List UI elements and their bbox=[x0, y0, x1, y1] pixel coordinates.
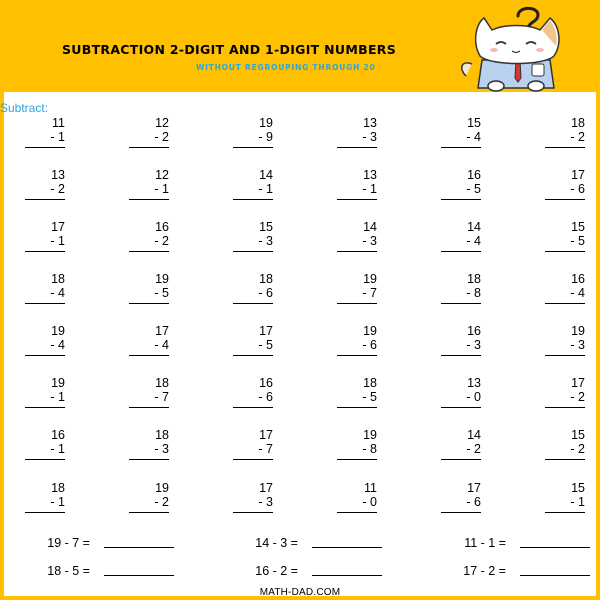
subtrahend: - 1 bbox=[362, 182, 377, 196]
inline-subtraction-problem bbox=[436, 563, 590, 579]
subtrahend: - 3 bbox=[570, 338, 585, 352]
subtrahend: - 6 bbox=[466, 495, 481, 509]
worksheet-subtitle: WITHOUT REGROUPING THROUGH 20 bbox=[196, 63, 376, 72]
minuend: 13 bbox=[363, 116, 377, 130]
answer-blank[interactable] bbox=[104, 575, 174, 576]
subtrahend: - 3 bbox=[258, 495, 273, 509]
subtrahend: - 4 bbox=[50, 286, 65, 300]
problem-expression: 18 - 5 = bbox=[47, 564, 90, 578]
problem-expression: 11 - 1 = bbox=[464, 536, 506, 550]
minuend: 19 bbox=[259, 116, 273, 130]
answer-blank[interactable] bbox=[312, 575, 382, 576]
minuend: 15 bbox=[571, 481, 585, 495]
subtrahend: - 2 bbox=[570, 390, 585, 404]
minuend: 17 bbox=[571, 376, 585, 390]
minuend: 18 bbox=[571, 116, 585, 130]
subtrahend: - 2 bbox=[154, 234, 169, 248]
minuend: 19 bbox=[51, 376, 65, 390]
minuend: 17 bbox=[259, 428, 273, 442]
subtrahend: - 6 bbox=[258, 390, 273, 404]
subtrahend: - 2 bbox=[154, 130, 169, 144]
subtrahend: - 1 bbox=[50, 234, 65, 248]
minuend: 15 bbox=[571, 428, 585, 442]
inline-subtraction-problem bbox=[228, 535, 382, 551]
minuend: 18 bbox=[51, 272, 65, 286]
minuend: 19 bbox=[571, 324, 585, 338]
subtrahend: - 7 bbox=[154, 390, 169, 404]
minuend: 13 bbox=[467, 376, 481, 390]
subtrahend: - 4 bbox=[570, 286, 585, 300]
minuend: 13 bbox=[51, 168, 65, 182]
minuend: 18 bbox=[155, 428, 169, 442]
subtrahend: - 3 bbox=[258, 234, 273, 248]
subtrahend: - 3 bbox=[362, 130, 377, 144]
inline-subtraction-problem bbox=[436, 535, 590, 551]
minuend: 15 bbox=[571, 220, 585, 234]
minuend: 14 bbox=[467, 428, 481, 442]
minuend: 18 bbox=[259, 272, 273, 286]
minuend: 15 bbox=[467, 116, 481, 130]
minuend: 19 bbox=[363, 324, 377, 338]
subtrahend: - 1 bbox=[50, 130, 65, 144]
problem-expression: 17 - 2 = bbox=[463, 564, 506, 578]
minuend: 16 bbox=[155, 220, 169, 234]
minuend: 17 bbox=[51, 220, 65, 234]
subtrahend: - 2 bbox=[50, 182, 65, 196]
minuend: 14 bbox=[363, 220, 377, 234]
minuend: 18 bbox=[51, 481, 65, 495]
minuend: 11 bbox=[52, 116, 65, 130]
minuend: 13 bbox=[363, 168, 377, 182]
subtrahend: - 4 bbox=[466, 130, 481, 144]
subtrahend: - 0 bbox=[362, 495, 377, 509]
subtrahend: - 3 bbox=[362, 234, 377, 248]
subtrahend: - 2 bbox=[570, 130, 585, 144]
subtrahend: - 3 bbox=[154, 442, 169, 456]
subtrahend: - 2 bbox=[154, 495, 169, 509]
minuend: 11 bbox=[364, 481, 377, 495]
subtrahend: - 4 bbox=[466, 234, 481, 248]
minuend: 14 bbox=[467, 220, 481, 234]
subtrahend: - 1 bbox=[50, 442, 65, 456]
subtrahend: - 8 bbox=[362, 442, 377, 456]
minuend: 18 bbox=[363, 376, 377, 390]
minuend: 18 bbox=[155, 376, 169, 390]
minuend: 17 bbox=[467, 481, 481, 495]
subtrahend: - 4 bbox=[50, 338, 65, 352]
worksheet-title: SUBTRACTION 2-DIGIT AND 1-DIGIT NUMBERS bbox=[62, 42, 397, 57]
problem-expression: 19 - 7 = bbox=[47, 536, 90, 550]
subtrahend: - 1 bbox=[50, 495, 65, 509]
problem-expression: 14 - 3 = bbox=[255, 536, 298, 550]
answer-blank[interactable] bbox=[520, 547, 590, 548]
subtrahend: - 9 bbox=[258, 130, 273, 144]
minuend: 19 bbox=[363, 272, 377, 286]
subtrahend: - 6 bbox=[258, 286, 273, 300]
subtrahend: - 0 bbox=[466, 390, 481, 404]
minuend: 17 bbox=[259, 324, 273, 338]
minuend: 17 bbox=[259, 481, 273, 495]
minuend: 16 bbox=[467, 168, 481, 182]
subtrahend: - 1 bbox=[154, 182, 169, 196]
answer-blank[interactable] bbox=[520, 575, 590, 576]
answer-blank[interactable] bbox=[312, 547, 382, 548]
minuend: 17 bbox=[155, 324, 169, 338]
subtrahend: - 5 bbox=[570, 234, 585, 248]
minuend: 19 bbox=[51, 324, 65, 338]
subtrahend: - 5 bbox=[154, 286, 169, 300]
minuend: 16 bbox=[259, 376, 273, 390]
minuend: 12 bbox=[155, 168, 169, 182]
site-footer: MATH-DAD.COM bbox=[259, 587, 341, 598]
subtrahend: - 5 bbox=[466, 182, 481, 196]
minuend: 12 bbox=[155, 116, 169, 130]
subtrahend: - 8 bbox=[466, 286, 481, 300]
subtrahend: - 7 bbox=[362, 286, 377, 300]
inline-subtraction-problem bbox=[228, 563, 382, 579]
minuend: 17 bbox=[571, 168, 585, 182]
subtrahend: - 4 bbox=[154, 338, 169, 352]
subtrahend: - 1 bbox=[50, 390, 65, 404]
minuend: 18 bbox=[467, 272, 481, 286]
subtrahend: - 1 bbox=[570, 495, 585, 509]
minuend: 16 bbox=[571, 272, 585, 286]
subtrahend: - 5 bbox=[258, 338, 273, 352]
inline-subtraction-problem bbox=[20, 563, 174, 579]
minuend: 14 bbox=[259, 168, 273, 182]
minuend: 16 bbox=[467, 324, 481, 338]
subtrahend: - 1 bbox=[258, 182, 273, 196]
subtrahend: - 7 bbox=[258, 442, 273, 456]
subtrahend: - 6 bbox=[570, 182, 585, 196]
instruction-label: Subtract: bbox=[0, 101, 49, 115]
minuend: 19 bbox=[155, 481, 169, 495]
subtrahend: - 3 bbox=[466, 338, 481, 352]
minuend: 19 bbox=[155, 272, 169, 286]
subtrahend: - 2 bbox=[570, 442, 585, 456]
subtrahend: - 2 bbox=[466, 442, 481, 456]
subtrahend: - 5 bbox=[362, 390, 377, 404]
subtrahend: - 6 bbox=[362, 338, 377, 352]
problem-expression: 16 - 2 = bbox=[255, 564, 298, 578]
answer-blank[interactable] bbox=[104, 547, 174, 548]
minuend: 15 bbox=[259, 220, 273, 234]
inline-subtraction-problem bbox=[20, 535, 174, 551]
minuend: 16 bbox=[51, 428, 65, 442]
minuend: 19 bbox=[363, 428, 377, 442]
